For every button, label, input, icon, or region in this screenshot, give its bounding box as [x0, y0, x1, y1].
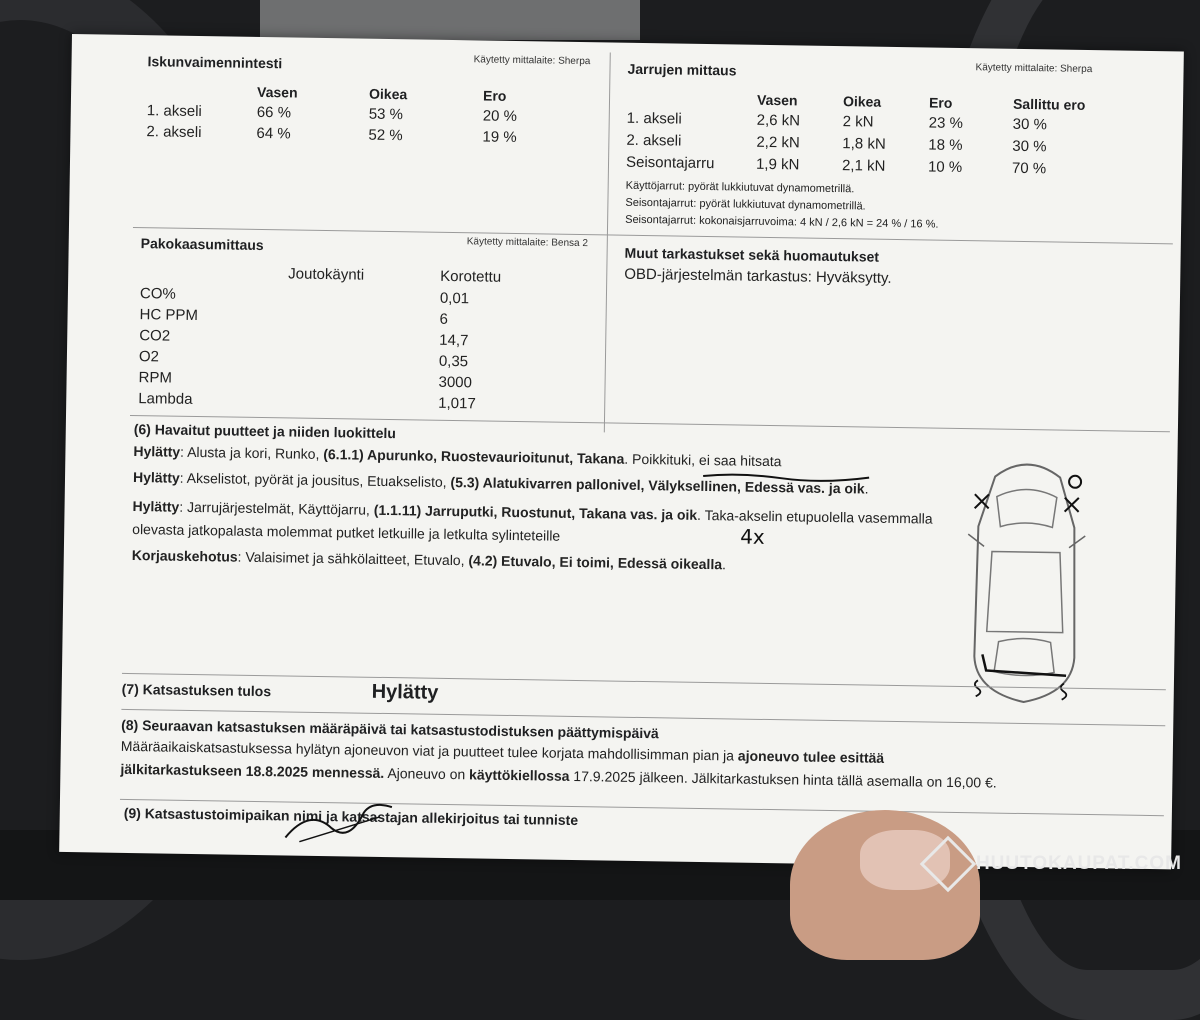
- defect-status: Korjauskehotus: [131, 547, 238, 565]
- exhaust-test-title: Pakokaasumittaus: [140, 235, 264, 254]
- shock-row-vasen: 66 %: [256, 103, 292, 122]
- shock-test-device: Käytetty mittalaite: Sherpa: [473, 54, 591, 68]
- next-inspection-line: 17.9.2025 jälkeen. Jälkitarkastuksen hinta tällä asemalla on 16,00 €.: [569, 767, 997, 791]
- inspection-slip: [59, 34, 1184, 869]
- defect-code: (1.1.11) Jarruputki, Ruostunut, Takana vas. ja oik: [373, 501, 698, 523]
- next-inspection-line: Määräaikaiskatsastuksessa hylätyn ajoneuvon viat ja puutteet tulee korjata mahdollisimman pian ja: [120, 737, 738, 764]
- brake-row-label: Seisontajarru: [625, 153, 715, 173]
- window-glare: [260, 0, 640, 40]
- brake-header-vasen: Vasen: [756, 91, 798, 109]
- brake-note: Käyttöjarrut: pyörät lukkiutuvat dynamometrillä.: [625, 179, 855, 196]
- exhaust-row-value: 0,01: [439, 289, 470, 308]
- next-inspection-text: [120, 735, 1001, 795]
- defect-status: Hylätty: [132, 498, 180, 515]
- brake-row-ero: 23 %: [928, 114, 964, 133]
- shock-row-oikea: 53 %: [368, 105, 404, 124]
- other-checks-title: Muut tarkastukset sekä huomautukset: [624, 244, 880, 265]
- brake-note: Seisontajarrut: kokonaisjarruvoima: 4 kN / 2,6 kN = 24 % / 16 %.: [625, 213, 939, 231]
- car-diagram: [962, 456, 1091, 708]
- brake-row-ero: 10 %: [927, 158, 963, 176]
- shock-row-label: 2. akseli: [146, 123, 202, 142]
- brake-row-sallittu: 70 %: [1011, 159, 1047, 178]
- shock-header-ero: Ero: [482, 87, 507, 104]
- brake-row-oikea: 2,1 kN: [841, 157, 886, 175]
- next-inspection-deadline: ajoneuvo tulee esittää jälkitarkastukseen 18.8.2025 mennessä.: [120, 747, 885, 781]
- defect-text: : Jarrujärjestelmät, Käyttöjarru,: [179, 498, 374, 518]
- brake-header-ero: Ero: [928, 94, 953, 111]
- shock-test-title: Iskunvaimennintesti: [147, 53, 283, 72]
- brake-row-vasen: 1,9 kN: [755, 155, 800, 174]
- exhaust-header-joutokaynti: Joutokäynti: [288, 265, 365, 284]
- defect-status: Hylätty: [133, 443, 181, 460]
- defects-title: (6) Havaitut puutteet ja niiden luokittelu: [133, 421, 397, 442]
- shock-row-ero: 20 %: [482, 107, 518, 125]
- exhaust-row-label: Lambda: [138, 390, 193, 408]
- defect-remark: . Taka-akselin etupuolella vasemmalla olevasta jatkopalasta molemmat putket letkuille ja letkulta sylinteteille: [132, 506, 933, 544]
- defect-text: : Akselistot, pyörät ja jousitus, Etuakselisto,: [179, 469, 451, 490]
- exhaust-row-value: 3000: [438, 373, 473, 392]
- defect-remark: . Poikkituki, ei saa hitsata: [624, 450, 782, 470]
- brake-row-oikea: 1,8 kN: [842, 135, 886, 153]
- usage-ban: käyttökiellossa: [468, 766, 570, 784]
- other-checks-text: OBD-järjestelmän tarkastus: Hyväksytty.: [624, 265, 892, 287]
- brake-test-title: Jarrujen mittaus: [627, 60, 737, 79]
- brake-header-oikea: Oikea: [842, 93, 882, 110]
- exhaust-row-label: HC PPM: [139, 306, 199, 325]
- defect-text: : Alusta ja kori, Runko,: [180, 443, 324, 462]
- shock-row-vasen: 64 %: [256, 124, 291, 143]
- column-divider: [604, 52, 611, 432]
- brake-row-vasen: 2,6 kN: [756, 111, 801, 130]
- exhaust-row-value: 1,017: [438, 394, 476, 413]
- exhaust-row-value: 6: [439, 310, 449, 328]
- result-title: (7) Katsastuksen tulos: [121, 680, 272, 700]
- exhaust-row-label: O2: [138, 348, 160, 366]
- divider-line: [133, 227, 1173, 244]
- brake-test-device: Käytetty mittalaite: Sherpa: [975, 62, 1093, 76]
- next-inspection-line: Ajoneuvo on: [384, 764, 470, 783]
- exhaust-header-korotettu: Korotettu: [440, 267, 502, 286]
- brake-row-sallittu: 30 %: [1012, 137, 1047, 156]
- brake-row-label: 2. akseli: [626, 131, 682, 150]
- brake-row-label: 1. akseli: [626, 109, 682, 128]
- exhaust-row-value: 0,35: [438, 352, 469, 371]
- defect-status: Hylätty: [132, 469, 180, 486]
- defect-remark: .: [864, 480, 869, 497]
- defect-code: (4.2) Etuvalo, Ei toimi, Edessä oikealla: [468, 552, 723, 573]
- exhaust-test-device: Käytetty mittalaite: Bensa 2: [466, 236, 589, 250]
- shock-row-label: 1. akseli: [146, 102, 202, 121]
- brake-row-ero: 18 %: [928, 136, 963, 155]
- exhaust-row-label: RPM: [138, 369, 173, 387]
- shock-row-oikea: 52 %: [368, 126, 403, 145]
- brake-note: Seisontajarrut: pyörät lukkiutuvat dynamometrillä.: [625, 196, 866, 213]
- signature-title: (9) Katsastustoimipaikan nimi ja katsastajan allekirjoitus tai tunniste: [123, 804, 579, 829]
- result-value: Hylätty: [371, 680, 439, 704]
- brake-row-oikea: 2 kN: [842, 113, 874, 131]
- logo-icon: [920, 836, 977, 893]
- defect-remark: .: [721, 556, 727, 573]
- watermark-text: HUUTOKAUPAT.COM: [975, 853, 1182, 874]
- brake-header-sallittu: Sallittu ero: [1012, 95, 1086, 113]
- exhaust-row-label: CO2: [139, 327, 171, 345]
- defect-code: (5.3) Alatukivarren pallonivel, Välyksellinen, Edessä vas. ja oik: [450, 474, 865, 497]
- watermark-logo: [928, 844, 1182, 884]
- shock-header-vasen: Vasen: [256, 83, 298, 101]
- defect-text: : Valaisimet ja sähkölaitteet, Etuvalo,: [237, 548, 469, 569]
- shock-header-oikea: Oikea: [368, 85, 408, 103]
- handwritten-note: 4x: [740, 524, 765, 549]
- signature: [279, 797, 400, 849]
- exhaust-row-value: 14,7: [439, 331, 469, 350]
- shock-row-ero: 19 %: [482, 128, 517, 146]
- next-inspection-title: (8) Seuraavan katsastuksen määräpäivä tai katsastustodistuksen päättymispäivä: [121, 716, 659, 742]
- exhaust-row-label: CO%: [139, 285, 176, 303]
- brake-row-sallittu: 30 %: [1012, 115, 1048, 134]
- defect-code: (6.1.1) Apurunko, Ruostevaurioitunut, Takana: [323, 446, 625, 467]
- brake-row-vasen: 2,2 kN: [756, 133, 800, 152]
